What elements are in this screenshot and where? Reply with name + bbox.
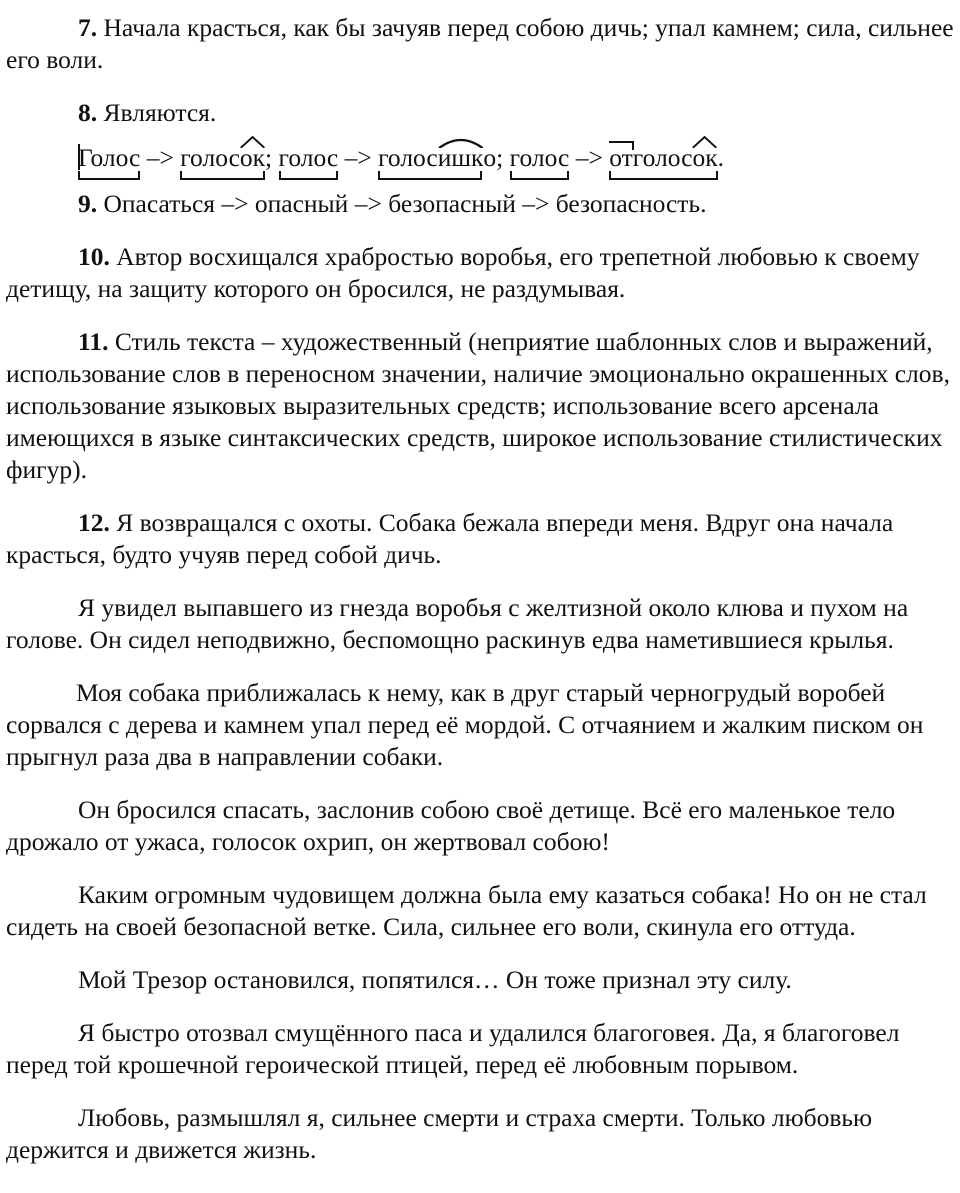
text-paragraph: Моя собака приближалась к нему, как в друг старый черногрудый воробей сорвался с дерева и камнем упал перед её мордой. С отчаянием и жалким писком он прыгнул раза два в направлении собаки. [6, 678, 924, 771]
parse-word-derived-3: отголос ок [609, 142, 717, 174]
answer-text: Опасаться –> опасный –> безопасный –> безопасность. [97, 189, 707, 218]
answer-10 [6, 241, 954, 305]
parse-word-base-3: голос [510, 142, 570, 174]
parse-word-base-2: голос [279, 142, 339, 174]
suffix-mark: ок [240, 142, 265, 174]
answer-11 [6, 326, 954, 486]
answer-text: Стиль текста – художественный (неприятие шаблонных слов и выражений, использование слов в переносном значении, наличие эмоционально окрашенных слов, использование языковых выразительных средств; использование всего арсенала имеющихся в языке синтаксических средств, широкое использование стилистических фигур). [6, 327, 950, 484]
morphemic-parse-line: Голос –> голос ок ; голос –> голос ишко ; голос –> отголос ок . [6, 142, 954, 174]
text-paragraph: Каким огромным чудовищем должна была ему казаться собака! Но он не стал сидеть на своей безопасной ветке. Сила, сильнее его воли, скинула его оттуда. [6, 880, 927, 941]
stem-bracket [180, 171, 265, 180]
text-paragraph: Мой Трезор остановился, попятился… Он тоже признал эту силу. [78, 965, 792, 994]
answer-text: Являются. [97, 98, 217, 127]
answer-8 [6, 97, 954, 129]
text-paragraph: Он бросился спасать, заслонив собою своё детище. Всё его маленькое тело дрожало от ужаса, голосок охрип, он жертвовал собою! [6, 795, 896, 856]
prefix-mark: от [609, 143, 633, 172]
text-paragraph: Я увидел выпавшего из гнезда воробья с желтизной около клюва и пухом на голове. Он сидел неподвижно, беспомощно раскинув едва наметившиеся крылья. [6, 593, 909, 654]
stem-bracket [279, 171, 339, 180]
answer-number: 7. [78, 13, 98, 42]
text-paragraph: Любовь, размышлял я, сильнее смерти и страха смерти. Только любовью держится и движется жизнь. [6, 1103, 873, 1164]
answer-number: 8. [78, 98, 98, 127]
parse-word-base-1: Голос [78, 142, 140, 174]
answer-12 [6, 507, 954, 571]
answer-number: 9. [78, 189, 98, 218]
parse-word-derived-2: голос ишко [378, 142, 496, 174]
suffix-mark: ишк [438, 142, 484, 174]
answer-number: 12. [78, 508, 110, 537]
stem-bracket [510, 171, 570, 180]
answer-text: Начала красться, как бы зачуяв перед собою дичь; упал камнем; сила, сильнее его воли. [6, 13, 954, 74]
answer-9 [6, 188, 954, 220]
parse-word-derived-1: голос ок [180, 142, 265, 174]
stem-bracket [609, 171, 717, 180]
answer-number: 11. [78, 327, 109, 356]
answer-7 [6, 0, 954, 76]
answer-text: Я возвращался с охоты. Собака бежала впереди меня. Вдруг она начала красться, будто учуяв перед собой дичь. [6, 508, 894, 569]
text-paragraph: Я быстро отозвал смущённого паса и удалился благоговея. Да, я благоговел перед той крошечной героической птицей, перед её любовным порывом. [6, 1018, 900, 1079]
suffix-mark: ок [692, 142, 717, 174]
stem-bracket [78, 171, 140, 180]
stem-bracket [378, 171, 482, 180]
answer-text: Автор восхищался храбростью воробья, его трепетной любовью к своему детищу, на защиту которого он бросился, не раздумывая. [6, 242, 920, 303]
ending-mark [78, 144, 80, 170]
answer-number: 10. [78, 242, 110, 271]
